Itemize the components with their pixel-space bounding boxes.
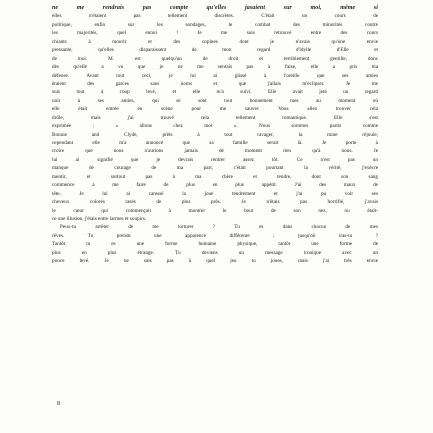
page-number: 8 bbox=[57, 401, 60, 407]
text-line: mentir, et surtout pas à ma chère et tendre, dont son sang bbox=[52, 173, 378, 180]
text-line: de moi. M. est quelqu'un de droit et terriblement gentille, donc bbox=[52, 55, 378, 62]
text-line: lui ai signifié que je devrais rentrer assez tôt. Ce n'est pas un bbox=[52, 156, 378, 163]
text-line: Bonnie and Clyde, prêts à tout ravager, la mine réjouie, bbox=[52, 131, 378, 138]
text-line: elle était entrée en scène pour me sauver. Vous allez trouver cela bbox=[52, 106, 378, 113]
text-line: pouce levé. Je ne sais pas à quel jeu tu joues, mais j'ai très envie bbox=[52, 258, 378, 265]
text-line: commence à me faire de plus en plus appétit. J'ai des maux de bbox=[52, 182, 378, 189]
text-line: dès qu'elle a vu que je ne me sentais pas à l'aise, elle a pris ma bbox=[52, 64, 378, 71]
text-line: drôle, mais j'ai trouvé cela tellement romantique. Elle s'est bbox=[52, 114, 378, 121]
text-line: chiants à mourir et des copines dont je n'avais qu'une envie bbox=[52, 38, 378, 45]
text-line: Peux-tu arrêter de me torturer ? Tu es dans chacun de mes bbox=[60, 224, 378, 231]
text-line: plus en plus étrange. Tu deviens un message ironique avec un bbox=[52, 249, 378, 256]
body-text bbox=[52, 4, 378, 266]
text-line: politique, enfin sur les sondages, le combat des minorités contre bbox=[52, 21, 378, 28]
text-line: ne me rendrais pas compte qu'elles jasaient sur moi, même si bbox=[52, 5, 378, 11]
text-line: suis tout à coup levé, et elle m'a suivi. Elle avait jeté un regard bbox=[52, 89, 378, 96]
text-line: étaient des garces sans noms et que j'allais m'éclipser. Je me bbox=[52, 80, 378, 87]
text-line: cependant elle m'a annoncé que sa famille serait là. Je porte à bbox=[52, 140, 378, 146]
text-line: pressante, qu'elles disparaissent de mon regard d'idylle d'Elle et bbox=[52, 47, 378, 54]
text-line: ce une illusion, j'étais entre larmes et soupirs. bbox=[52, 215, 147, 222]
text-line: rêves. Tu prends une apparence différente ; jusqu'où iras-tu ? bbox=[52, 232, 378, 239]
text-line: défense. Avant tout ceci, je lui ai glissé à l'oreille que ses amies bbox=[52, 72, 378, 79]
text-line: noir à ses amies, qui se sont tout bonnement tues au moment où bbox=[52, 97, 378, 104]
text-line: elles n'étaient pas tellement discrètes. C'était un cours de bbox=[52, 13, 378, 20]
text-line: exprimée : « allons chez moi ». Nous sommes partis comme bbox=[52, 123, 378, 130]
text-line: Tantôt tu es une forme humaine physique, tantôt une forme de bbox=[52, 241, 378, 248]
text-line: tête. Je lui ai caressé la joue tendrement et j'ai pu voir ses bbox=[52, 190, 378, 197]
text-line: croire que nous n'aurions jamais de moment rien qu'à nous. Je bbox=[52, 148, 378, 155]
text-line: cheveux colorés rasés de plus près. Je n'étais pas horrifié, j'avais bbox=[52, 199, 378, 206]
text-line: le cœur qui commençait à montrer le bout de son nez, ou était- bbox=[52, 207, 378, 214]
text-line: manque de courage de ma part, c'était pourtant la vérité, j'exècre bbox=[52, 165, 378, 172]
text-line: les majorités, quel ennui ! Je me suis retrouvé entre des cours bbox=[52, 30, 378, 37]
